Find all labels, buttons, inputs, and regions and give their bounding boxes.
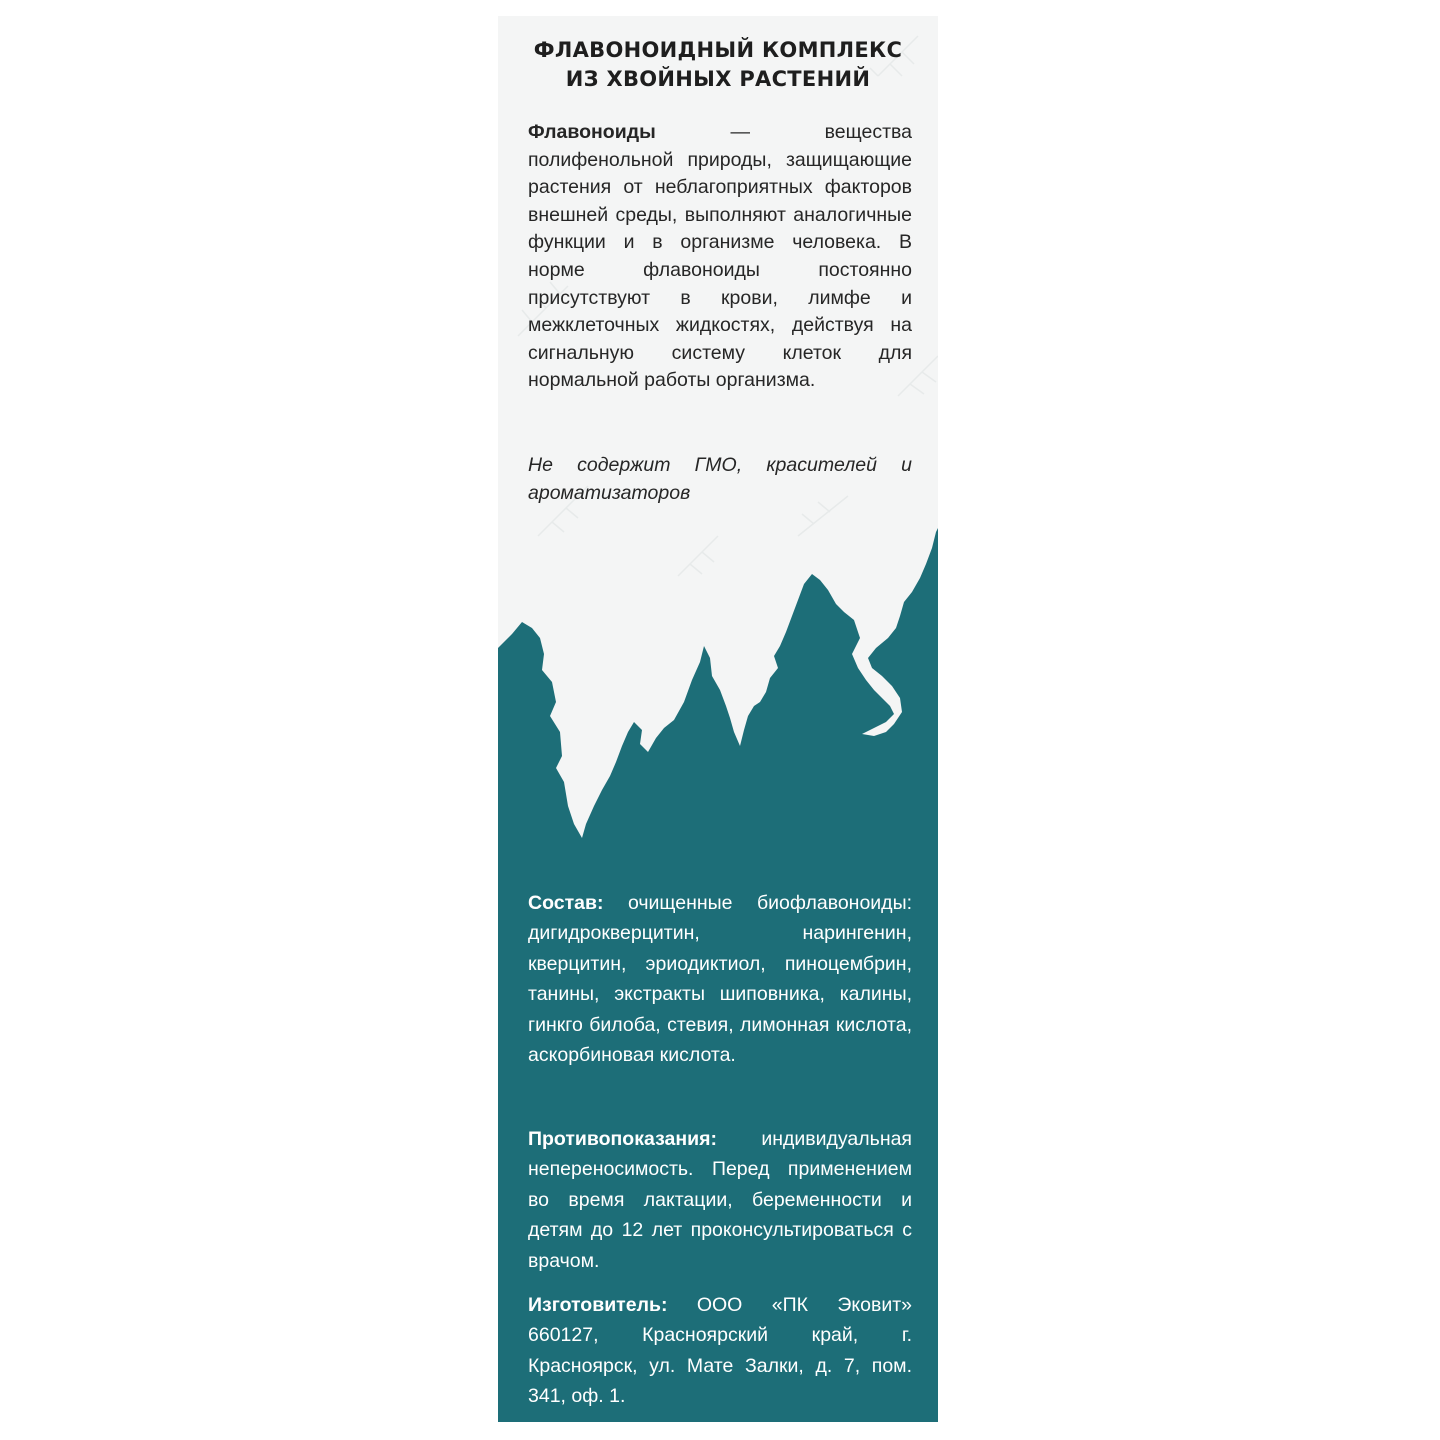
title-line-2: ИЗ ХВОЙНЫХ РАСТЕНИЙ: [565, 67, 871, 91]
contraindications-text: индивидуальная непереносимость. Перед применением во время лактации, беременности и детям до 12 лет проконсультироваться с врачом.: [528, 1128, 912, 1272]
manufacturer-text: ООО «ПК Эковит» 660127, Красноярский край, г. Красноярск, ул. Мате Залки, д. 7, пом. 341, оф. 1.: [528, 1294, 912, 1408]
intro-paragraph: [528, 119, 912, 395]
product-title: [498, 36, 938, 94]
title-line-1: ФЛАВОНОИДНЫЙ КОМПЛЕКС: [533, 38, 903, 62]
composition-label: Состав:: [528, 892, 604, 914]
composition-paragraph: [528, 888, 912, 1070]
manufacturer-paragraph: [528, 1290, 912, 1412]
package-side-panel: [498, 16, 938, 1422]
contraindications-paragraph: [528, 1124, 912, 1276]
intro-text: — вещества полифенольной природы, защищающие растения от неблагоприятных факторов внешней среды, выполняют аналогичные функции и в организме человека. В норме флавоноиды постоянно присутствуют в крови, лимфе и межклеточных жидкостях, действуя на сигнальную систему клеток для нормальной работы организма.: [528, 121, 912, 392]
intro-term: Флавоноиды: [528, 121, 656, 143]
manufacturer-label: Изготовитель:: [528, 1294, 668, 1316]
composition-text: очищенные биофлавоноиды: дигидрокверцитин, нарингенин, кверцитин, эриодиктиол, пиноцембрин, танины, экстракты шиповника, калины, гинкго билоба, стевия, лимонная кислота, аскорбиновая кислота.: [528, 892, 912, 1067]
no-gmo-note: Не содержит ГМО, красителей и ароматизаторов: [528, 454, 912, 504]
contraindications-label: Противопоказания:: [528, 1128, 717, 1150]
